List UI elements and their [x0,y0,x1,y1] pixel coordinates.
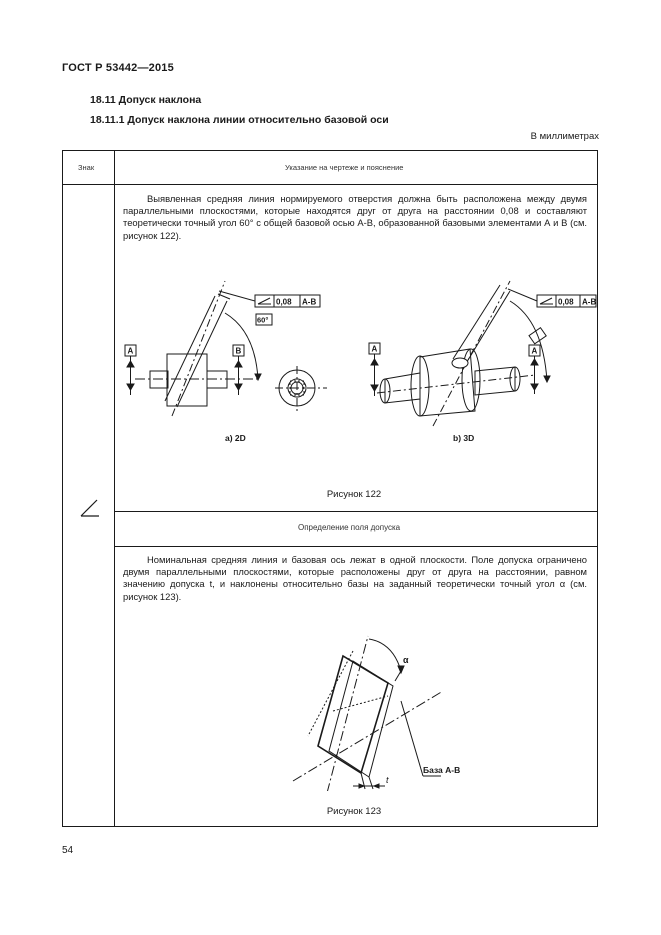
page-number: 54 [62,845,74,856]
alpha-label: α [403,655,409,665]
figure-122-label-3d: b) 3D [453,433,475,443]
description-paragraph: Выявленная средняя линия нормируемого отверстия должна быть расположена между двумя параллельными плоскостями, которые находятся друг от друга на расстоянии 0,08 и составляют теоретически точный угол 60° с общей базовой осью А-В, образованной базовыми элементами А и В (см. рисунок 122). [123,193,587,241]
definition-paragraph: Номинальная средняя линия и базовая ось лежат в одной плоскости. Поле допуска ограничено двумя параллельными плоскостями, которые расположены друг от друга на расстоянии, равном значению допуска t, и наклонены относительно базы на заданный теоретически точный угол α (см. рисунок 123). [123,554,587,602]
base-label: База А-В [423,765,461,775]
frame-tolerance-3d: 0,08 [558,297,574,307]
column-header-symbol: Знак [78,163,95,172]
frame-datum-3d: A-B [582,297,597,307]
datum-a-3d-label: A [371,344,378,354]
angle-2d-label: 60° [257,315,269,325]
frame-tolerance-2d: 0,08 [276,297,292,307]
subsection-title: 18.11.1 Допуск наклона линии относительно базовой оси [90,114,389,126]
datum-a-3d-right-label: A [531,346,538,356]
t-label: t [386,775,389,785]
units-note: В миллиметрах [530,131,599,142]
figure-122-drawing [115,261,597,491]
datum-b-2d-label: B [235,346,242,356]
figure-123-drawing [273,621,473,791]
column-header-description: Указание на чертеже и пояснение [285,163,404,172]
section-title: 18.11 Допуск наклона [90,94,202,106]
tolerance-table [62,150,598,827]
frame-datum-2d: A-B [302,297,317,307]
figure-123-caption: Рисунок 123 [326,806,382,817]
figure-122-caption: Рисунок 122 [326,489,382,500]
definition-heading: Определение поля допуска [298,523,401,532]
figure-122-label-2d: a) 2D [225,433,246,443]
datum-a-2d-label: A [127,346,134,356]
document-header: ГОСТ Р 53442—2015 [62,62,174,74]
angularity-symbol-icon [79,494,101,520]
